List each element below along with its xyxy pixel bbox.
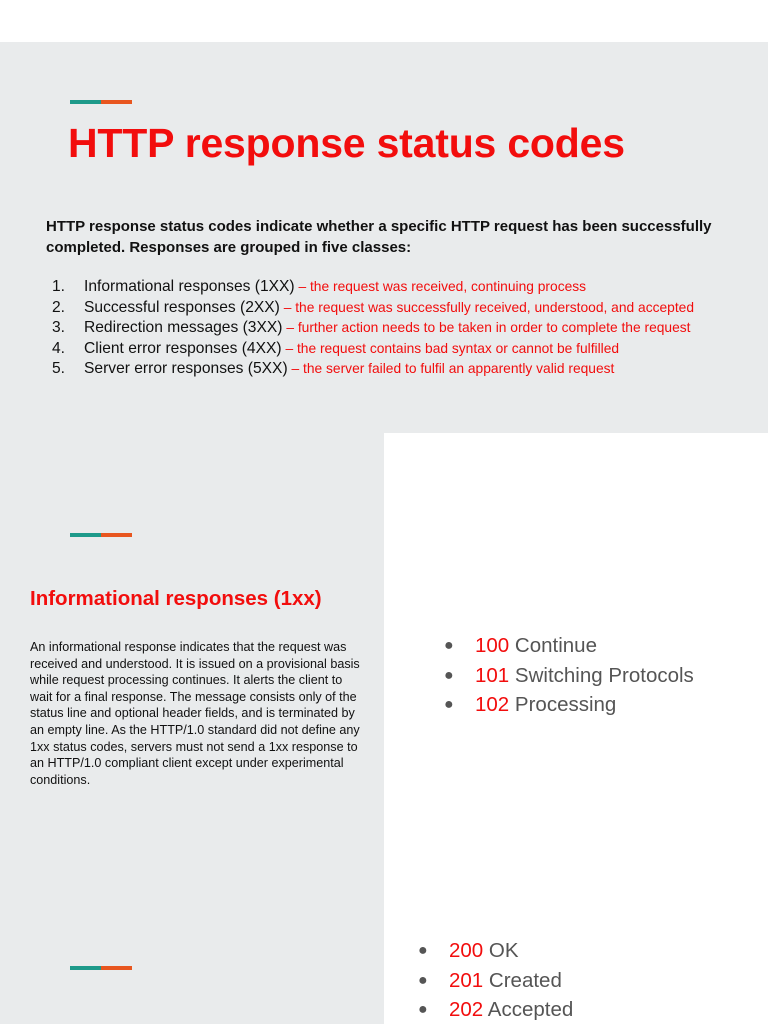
bullet-icon: ● [444,696,454,713]
list-item: 1. Informational responses (1XX) – the request was received, continuing process [52,278,587,295]
left-panel [0,433,384,1024]
list-item: 4. Client error responses (4XX) – the request contains bad syntax or cannot be fulfilled [52,339,620,357]
list-item: ● 101 Switching Protocols [444,661,694,691]
accent-bar [70,100,132,104]
bullet-icon: ● [418,971,428,989]
bullet-icon: ● [444,637,454,654]
bullet-icon: ● [418,1001,428,1018]
list-item: ● 202 Accepted [418,995,573,1025]
list-item: ● 102 Processing [444,690,694,720]
accent-bar [70,966,132,970]
right-panel [384,433,768,1024]
bullet-icon: ● [418,942,428,959]
bullet-icon: ● [444,666,454,684]
list-item: 2. Successful responses (2XX) – the request was successfully received, understood, and accepted [52,298,695,316]
informational-codes-list [444,631,694,720]
list-item: ● 100 Continue [444,631,694,661]
successful-codes-list [418,936,573,1025]
slide-overview [0,42,768,433]
list-item: ● 200 OK [418,936,573,966]
list-item: 3. Redirection messages (3XX) – further action needs to be taken in order to complete the request [52,319,691,337]
section-title: Informational responses (1xx) [30,587,322,610]
response-classes-list [46,277,761,380]
intro-text: HTTP response status codes indicate whether a specific HTTP request has been successfully completed. Responses are grouped in five classes: [46,218,712,256]
page-title: HTTP response status codes [68,120,625,166]
slide-informational [0,433,768,1024]
accent-bar [70,533,132,537]
list-item: 5. Server error responses (5XX) – the server failed to fulfil an apparently valid request [52,360,615,378]
list-item: ● 201 Created [418,966,573,996]
section-body: An informational response indicates that the request was received and understood. It is issued on a provisional basis while request processing continues. It alerts the client to wait for a final response. The message consists only of the status line and optional header fields, and is terminated by an empty line. As the HTTP/1.0 standard did not define any 1xx status codes, servers must not send a 1xx response to an HTTP/1.0 compliant client except under experimental conditions. [30,640,360,787]
